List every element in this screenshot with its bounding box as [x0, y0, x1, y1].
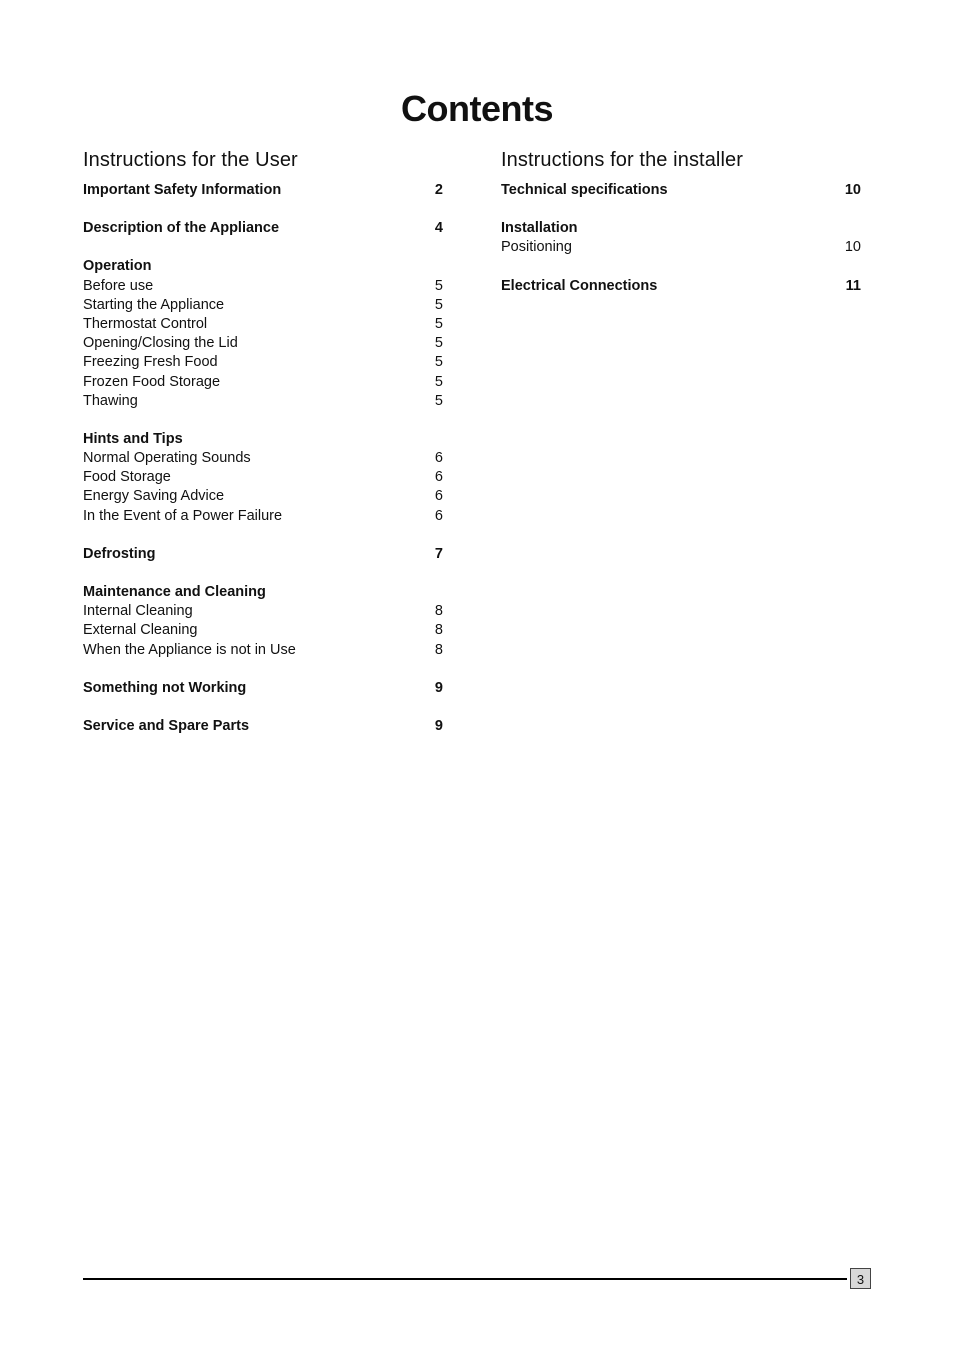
toc-section [83, 583, 443, 660]
toc-entry [83, 621, 443, 640]
toc-entry-page: 6 [434, 450, 443, 467]
toc-section-heading [83, 257, 443, 276]
toc-section-page [413, 257, 443, 276]
toc-entry-label: Before use [83, 277, 154, 294]
toc-entry-page: 5 [434, 373, 443, 390]
toc-section-heading [83, 545, 443, 564]
toc-entry-page: 6 [434, 507, 443, 524]
toc-section-heading [83, 717, 443, 736]
toc-section [501, 277, 861, 296]
toc-section-title: Description of the Appliance [83, 220, 280, 237]
toc-entry-label: In the Event of a Power Failure [83, 507, 283, 524]
toc-section-page: 9 [434, 717, 443, 734]
toc-section [83, 717, 443, 736]
toc-entry [83, 392, 443, 411]
toc-entry-page: 8 [434, 641, 443, 658]
toc-entry-page: 10 [844, 239, 861, 256]
toc-entry [83, 373, 443, 392]
toc-entry-label: Food Storage [83, 469, 171, 486]
user-instructions-heading: Instructions for the User [83, 149, 298, 171]
installer-toc [501, 181, 861, 296]
toc-entry-label: Freezing Fresh Food [83, 354, 218, 371]
toc-section-title: Operation [83, 258, 152, 275]
toc-entry-page: 5 [434, 296, 443, 313]
toc-entry-label: Positioning [501, 239, 572, 256]
toc-entry-page: 6 [434, 469, 443, 486]
toc-section-page: 9 [434, 679, 443, 696]
toc-section-heading [83, 430, 443, 449]
toc-section-page: 2 [434, 182, 443, 198]
toc-section-page: 4 [434, 220, 443, 237]
toc-section-title: Technical specifications [501, 182, 668, 198]
toc-section-title: Electrical Connections [501, 277, 658, 294]
toc-entry-page: 6 [434, 488, 443, 505]
toc-entry-page: 5 [434, 354, 443, 371]
toc-section-title: Installation [501, 220, 578, 237]
toc-section [83, 679, 443, 698]
toc-section [83, 257, 443, 411]
toc-entry-page: 5 [434, 277, 443, 294]
installer-instructions-heading: Instructions for the installer [501, 149, 743, 171]
toc-entry-label: When the Appliance is not in Use [83, 641, 296, 658]
toc-entry [83, 641, 443, 660]
footer-divider [83, 1278, 847, 1280]
toc-section-heading [501, 181, 861, 200]
toc-section [83, 430, 443, 526]
toc-section-heading [501, 219, 861, 238]
toc-entry-label: External Cleaning [83, 622, 198, 639]
toc-section-page: 7 [434, 545, 443, 562]
installer-instructions-column [501, 145, 861, 315]
page-number: 3 [850, 1268, 871, 1289]
toc-section-heading [83, 219, 443, 238]
toc-section [83, 219, 443, 238]
toc-section [501, 219, 861, 257]
toc-section-page: 11 [845, 277, 861, 294]
toc-section-heading [83, 181, 443, 200]
toc-entry-label: Internal Cleaning [83, 603, 193, 620]
toc-entry [83, 449, 443, 468]
toc-section-title: Service and Spare Parts [83, 717, 250, 734]
toc-entry-label: Thawing [83, 392, 138, 409]
user-toc [83, 181, 443, 736]
toc-section-heading [501, 277, 861, 296]
toc-entry-page: 5 [434, 315, 443, 332]
toc-entry [83, 334, 443, 353]
toc-section [83, 545, 443, 564]
toc-section-heading [83, 583, 443, 602]
toc-section-page [413, 583, 443, 602]
toc-entry-label: Opening/Closing the Lid [83, 335, 238, 352]
toc-section-page: 10 [844, 182, 861, 198]
toc-entry-label: Thermostat Control [83, 315, 208, 332]
toc-section [501, 181, 861, 200]
toc-entry-label: Starting the Appliance [83, 296, 225, 313]
toc-entry [83, 487, 443, 506]
toc-entry-page: 5 [434, 335, 443, 352]
toc-section [83, 181, 443, 200]
toc-entry [83, 602, 443, 621]
toc-entry-label: Frozen Food Storage [83, 373, 221, 390]
toc-section-title: Hints and Tips [83, 430, 183, 447]
toc-section-page [831, 219, 861, 238]
toc-entry-label: Normal Operating Sounds [83, 450, 251, 467]
toc-entry [83, 507, 443, 526]
toc-section-page [413, 430, 443, 449]
toc-entry [83, 468, 443, 487]
toc-section-title: Maintenance and Cleaning [83, 584, 266, 600]
toc-entry-label: Energy Saving Advice [83, 488, 225, 505]
toc-entry [83, 277, 443, 296]
toc-entry-page: 8 [434, 622, 443, 639]
toc-entry [83, 296, 443, 315]
toc-entry [83, 353, 443, 372]
toc-section-title: Defrosting [83, 545, 156, 562]
toc-entry [83, 315, 443, 334]
user-instructions-column [83, 145, 443, 755]
toc-entry-page: 8 [434, 603, 443, 620]
toc-section-title: Something not Working [83, 679, 247, 696]
toc-entry-page: 5 [434, 392, 443, 409]
toc-section-title: Important Safety Information [83, 182, 282, 198]
toc-section-heading [83, 679, 443, 698]
toc-entry [501, 238, 861, 257]
page-title: Contents [401, 88, 553, 129]
